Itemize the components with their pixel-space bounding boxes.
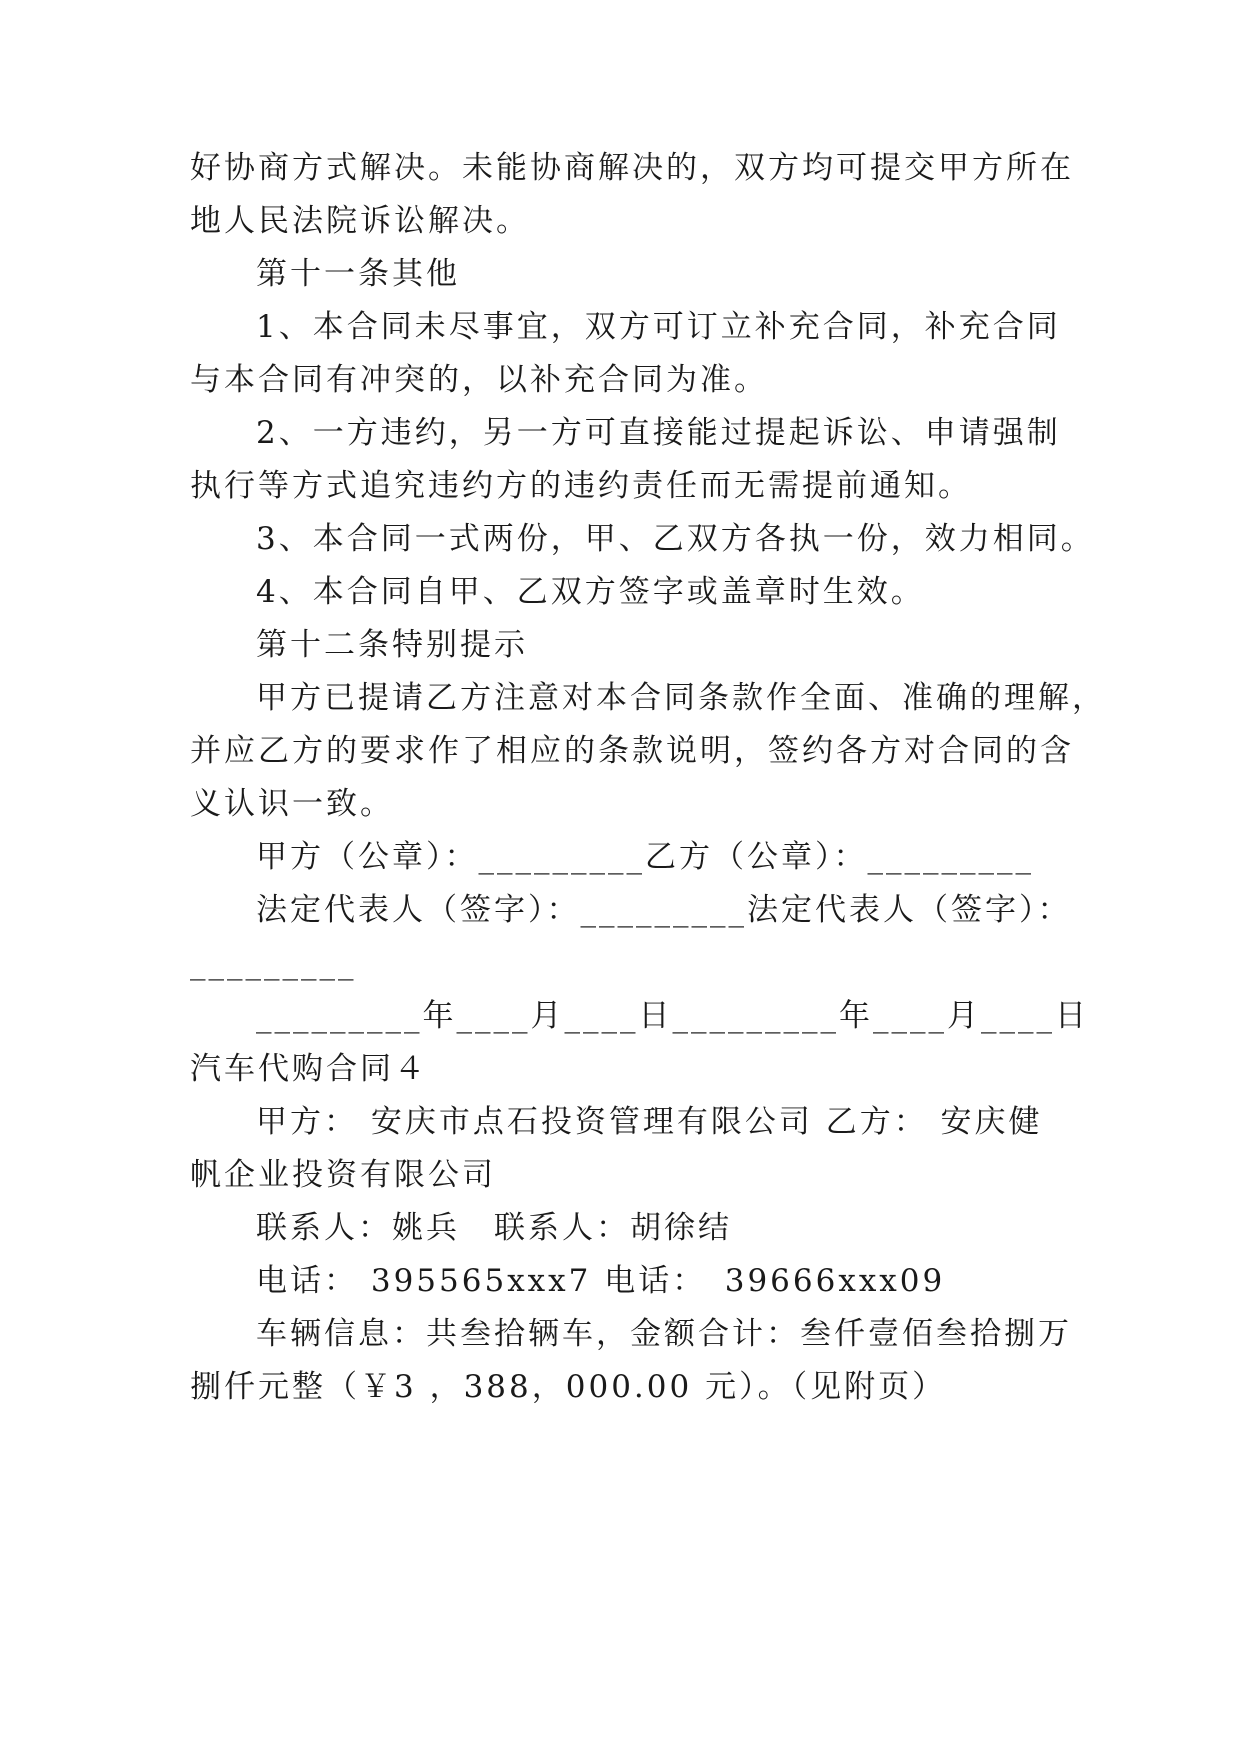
text-line: 地人民法院诉讼解决。 (190, 203, 530, 239)
text-line: 好协商方式解决。未能协商解决的，双方均可提交甲方所在 (190, 150, 1074, 186)
text-line: 3、本合同一式两份，甲、乙双方各执一份，效力相同。 (256, 521, 1095, 557)
text-line: 1、本合同未尽事宜，双方可订立补充合同，补充合同 (256, 309, 1061, 345)
party-info: 甲方： 安庆市点石投资管理有限公司 乙方： 安庆健 (256, 1104, 1043, 1140)
text-line: 执行等方式追究违约方的违约责任而无需提前通知。 (190, 468, 972, 504)
date-line: _________年____月____日_________年____月____日 (256, 998, 1089, 1034)
signature-blank: _________ (190, 945, 357, 981)
text-line: 4、本合同自甲、乙双方签字或盖章时生效。 (256, 574, 925, 610)
phone-info: 电话： 395565xxx7 电话： 39666xxx09 (256, 1263, 946, 1299)
section-heading: 第十二条特别提示 (256, 627, 528, 663)
text-line: 义认识一致。 (190, 786, 394, 822)
text-line: 与本合同有冲突的，以补充合同为准。 (190, 362, 768, 398)
section-heading: 第十一条其他 (256, 256, 460, 292)
contact-info: 联系人：姚兵 联系人：胡徐结 (256, 1210, 732, 1246)
text-line: 2、一方违约，另一方可直接能过提起诉讼、申请强制 (256, 415, 1061, 451)
text-line: 甲方已提请乙方注意对本合同条款作全面、准确的理解， (256, 680, 1106, 716)
party-info: 帆企业投资有限公司 (190, 1157, 496, 1193)
signature-line-representative: 法定代表人（签字）：_________法定代表人（签字）： (256, 892, 1072, 928)
text-line: 并应乙方的要求作了相应的条款说明，签约各方对合同的含 (190, 733, 1074, 769)
signature-line-seal: 甲方（公章）：_________乙方（公章）：_________ (256, 839, 1034, 875)
vehicle-info: 捌仟元整（￥3 ，388，000.00 元）。（见附页） (190, 1369, 947, 1405)
vehicle-info: 车辆信息：共叁拾辆车，金额合计：叁仟壹佰叁拾捌万 (256, 1316, 1072, 1352)
contract-title: 汽车代购合同４ (190, 1051, 428, 1087)
